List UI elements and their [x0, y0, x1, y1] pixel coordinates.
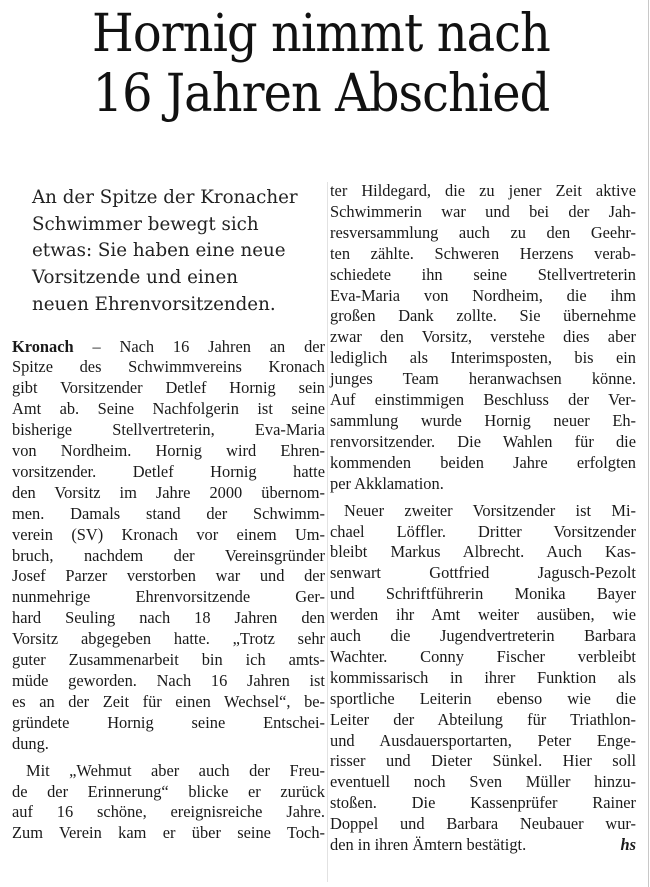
lead-line: Vorsitzende und einen [32, 266, 239, 289]
body-line: men. Damals stand der Schwimm- [12, 503, 325, 523]
headline [31, 4, 611, 124]
lead-line: neuen Ehrenvorsitzenden. [32, 292, 276, 315]
body-paragraph-3 [330, 181, 636, 495]
body-line: gründete Hornig seine Entschei- [12, 712, 325, 732]
body-line: ten zählte. Schweren Herzens verab- [330, 243, 636, 263]
right-column [330, 181, 636, 856]
column-divider [327, 182, 328, 882]
lead-line: An der Spitze der Kronacher [32, 186, 298, 208]
body-line: stoßen. Die Kassenprüfer Rainer [330, 793, 636, 813]
body-line: lediglich als Interimsposten, bis ein [330, 348, 636, 368]
body-line: zwar den Vorsitz, verstehe dies aber [330, 327, 636, 347]
body-line: per Akklamation. [330, 473, 444, 493]
body-line: Zum Verein kam er über seine Toch- [12, 823, 325, 843]
body-line: renvorsitzender. Die Wahlen für die [330, 431, 636, 451]
body-line: den Vorsitz im Jahre 2000 übernom- [12, 482, 325, 502]
body-line-text: den in ihren Ämtern bestätigt. [330, 835, 527, 855]
headline-line-2: 16 Jahren Abschied [92, 64, 550, 124]
body-line: Auf einstimmigen Beschluss der Ver- [330, 390, 636, 410]
body-line: nunmehrige Ehrenvorsitzende Ger- [12, 587, 325, 607]
body-line: hard Seuling nach 18 Jahren den [12, 608, 325, 628]
body-line: resversammlung auch zu den Geehr- [330, 222, 636, 242]
body-line: de der Erinnerung“ blicke er zurück [12, 781, 325, 801]
body-paragraph-1 [12, 337, 325, 755]
body-line: bruch, nachdem der Vereinsgründer [12, 545, 325, 565]
body-line: Leiter der Abteilung für Triathlon- [330, 709, 636, 729]
body-line: verein (SV) Kronach vor einem Um- [12, 524, 325, 544]
headline-line-1: Hornig nimmt nach [92, 4, 550, 64]
body-line: werden ihr Amt weiter ausüben, wie [330, 605, 636, 625]
body-line: und Schriftführerin Monika Bayer [330, 584, 636, 604]
body-line: Mit „Wehmut aber auch der Freu- [26, 760, 325, 780]
body-line: eventuell noch Sven Müller hinzu- [330, 772, 636, 792]
body-last-line [330, 835, 636, 856]
body-line: auf 16 schöne, ereignisreiche Jahre. [12, 802, 325, 822]
lead-line: etwas: Sie haben eine neue [32, 239, 286, 262]
body-line: und Ausdauersportarten, Peter Enge- [330, 730, 636, 750]
dateline: Kronach [12, 336, 74, 356]
body-line: bleibt Markus Albrecht. Auch Kas- [330, 542, 636, 562]
body-line: Wachter. Conny Fischer verbleibt [330, 646, 636, 666]
body-line: ter Hildegard, die zu jener Zeit aktive [330, 181, 636, 200]
body-line: bisherige Stellvertreterin, Eva-Maria [12, 420, 325, 440]
body-line: sammlung wurde Hornig neuer Eh- [330, 410, 636, 430]
body-line: guter Zusammenarbeit bin ich amts- [12, 650, 325, 670]
body-line: risser und Dieter Sünkel. Hier soll [330, 751, 636, 771]
body-line: großen Dank zollte. Sie übernehme [330, 306, 636, 326]
lead-line: Schwimmer bewegt sich [32, 212, 259, 235]
body-line: schiedete ihn seine Stellvertreterin [330, 264, 636, 284]
body-line: Schwimmerin war und bei der Jah- [330, 201, 636, 221]
body-line: Neuer zweiter Vorsitzender ist Mi- [344, 500, 636, 520]
body-line: kommenden beiden Jahre erfolgten [330, 452, 636, 472]
body-line: Amt ab. Seine Nachfolgerin ist seine [12, 399, 325, 419]
body-line: Spitze des Schwimmvereins Kronach [12, 357, 325, 377]
body-line: sportliche Leiterin ebenso wie die [330, 688, 636, 708]
body-line: Josef Parzer verstorben war und der [12, 566, 325, 586]
body-line: kommissarisch in ihrer Funktion als [330, 667, 636, 687]
body-line: es an der Zeit für einen Wechsel“, be- [12, 691, 325, 711]
body-line: Vorsitz abgegeben hatte. „Trotz sehr [12, 629, 325, 649]
left-column [12, 180, 325, 844]
body-line [12, 337, 325, 358]
lead-paragraph [12, 180, 325, 318]
body-paragraph-2 [12, 761, 325, 845]
body-line: Eva-Maria von Nordheim, die ihm [330, 285, 636, 305]
body-line: Doppel und Barbara Neubauer wur- [330, 814, 636, 834]
body-line: chael Löffler. Dritter Vorsitzender [330, 521, 636, 541]
body-line: junges Team heranwachsen könne. [330, 369, 636, 389]
body-line: gibt Vorsitzender Detlef Hornig sein [12, 378, 325, 398]
body-line-text: – Nach 16 Jahren an der [73, 336, 325, 356]
body-line: dung. [12, 733, 49, 753]
body-line: vorsitzender. Detlef Hornig hatte [12, 461, 325, 481]
page-edge-line [648, 0, 649, 887]
body-paragraph-4 [330, 501, 636, 856]
body-line: von Nordheim. Hornig wird Ehren- [12, 441, 325, 461]
body-line: senwart Gottfried Jagusch-Pezolt [330, 563, 636, 583]
body-line: müde geworden. Nach 16 Jahren ist [12, 671, 325, 691]
author-initials: hs [620, 835, 636, 855]
body-line: auch die Jugendvertreterin Barbara [330, 626, 636, 646]
